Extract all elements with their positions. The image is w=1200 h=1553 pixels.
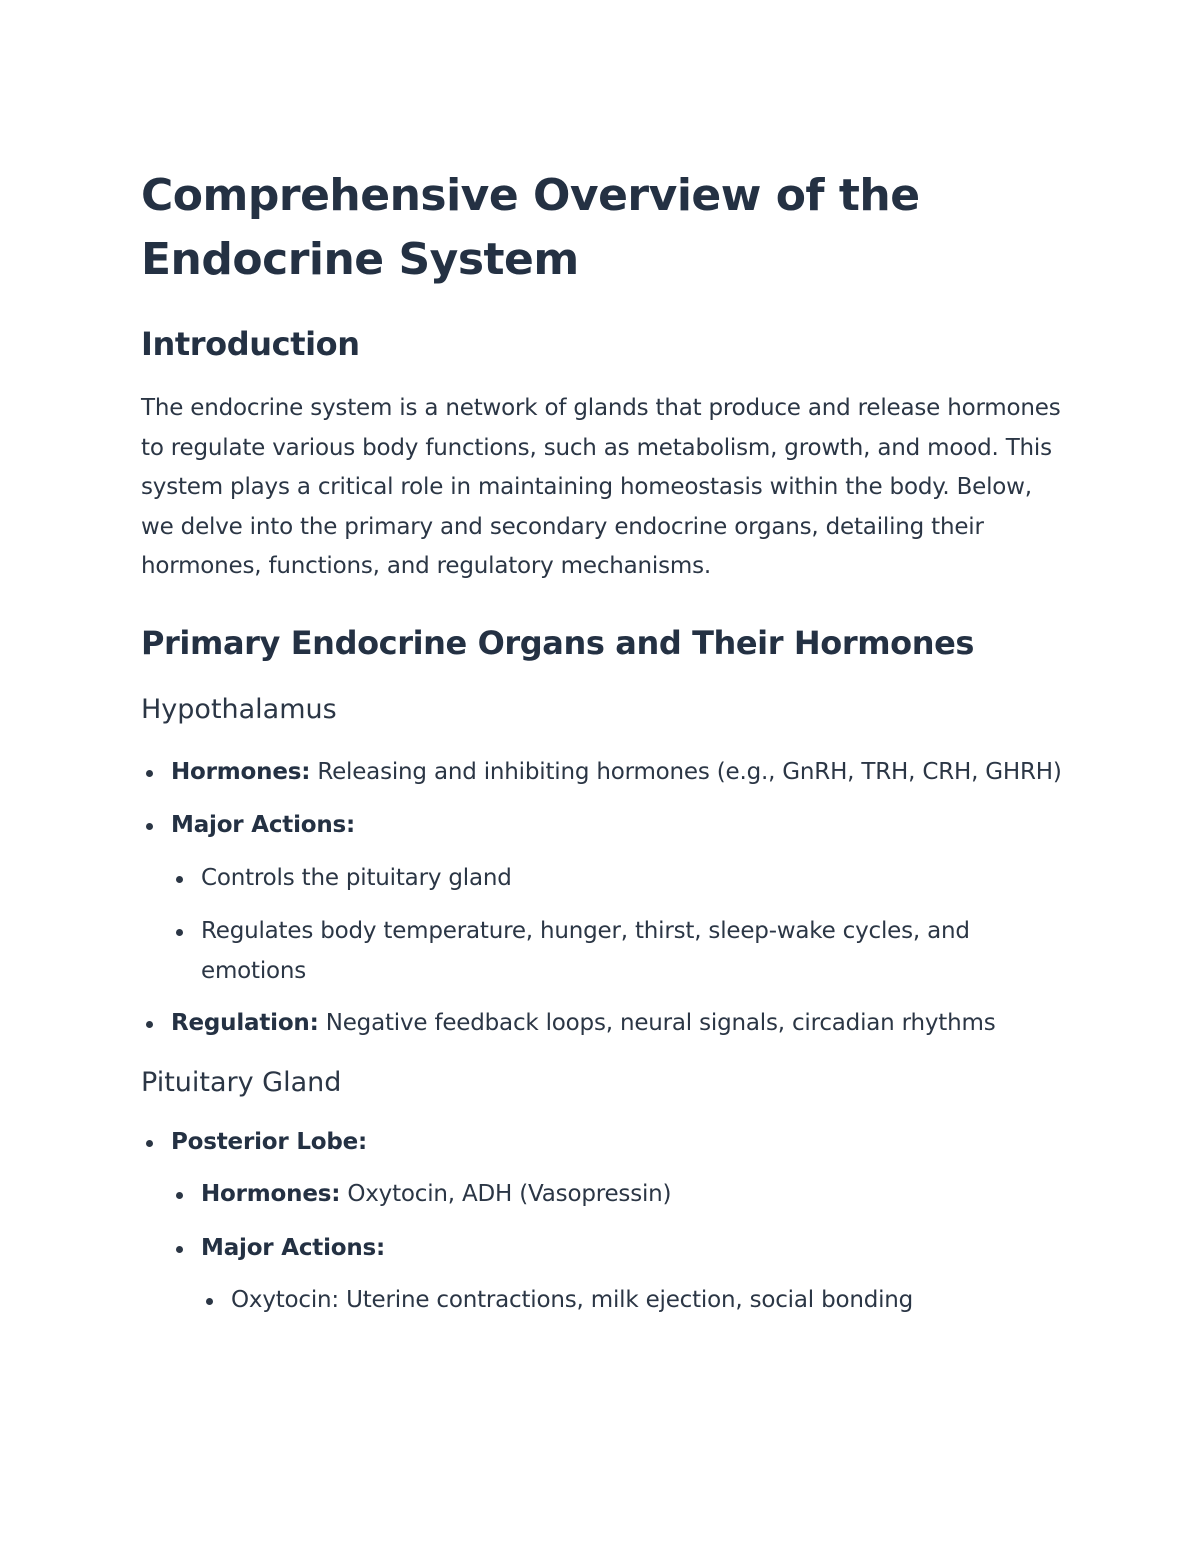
action-text: Oxytocin: Uterine contractions, milk ejection, social bonding [231, 1287, 914, 1313]
hormones-text: Oxytocin, ADH (Vasopressin) [340, 1181, 672, 1207]
regulation-text: Negative feedback loops, neural signals, circadian rhythms [318, 1010, 996, 1036]
hormones-text: Releasing and inhibiting hormones (e.g., GnRH, TRH, CRH, GHRH) [310, 758, 1062, 785]
hypothalamus-list [141, 753, 1071, 1044]
posterior-lobe-label: Posterior Lobe: [171, 1128, 368, 1155]
primary-organs-heading: Primary Endocrine Organs and Their Hormones [141, 623, 975, 662]
pituitary-heading: Pituitary Gland [141, 1066, 342, 1098]
hormones-label: Hormones: [171, 758, 311, 785]
list-item [231, 1281, 1071, 1321]
regulation-label: Regulation: [171, 1010, 319, 1036]
action-text: Regulates body temperature, hunger, thirst, sleep-wake cycles, and emotions [201, 918, 970, 984]
list-item [201, 859, 1071, 899]
intro-heading: Introduction [141, 325, 360, 363]
list-item [201, 912, 1071, 991]
pituitary-list [141, 1123, 1071, 1321]
list-item [201, 1229, 1071, 1321]
pituitary-actions-list [201, 1281, 1071, 1321]
list-item [171, 1004, 1071, 1044]
list-item [171, 806, 1071, 991]
action-text: Controls the pituitary gland [201, 864, 512, 891]
hypothalamus-actions-list [171, 859, 1071, 992]
list-item [201, 1175, 1071, 1215]
posterior-lobe-list [171, 1175, 1071, 1321]
major-actions-label: Major Actions: [171, 812, 356, 838]
intro-paragraph: The endocrine system is a network of glands that produce and release hormones to regulate various body functions, such as metabolism, growth, and mood. This system plays a critical role in maintaining homeostasis within the body. Below, we delve into the primary and secondary endocrine organs, detailing their hormones, functions, and regulatory mechanisms. [141, 395, 1061, 579]
list-item [171, 753, 1071, 793]
hypothalamus-heading: Hypothalamus [141, 693, 337, 725]
document-title: Comprehensive Overview of the Endocrine System [141, 170, 920, 285]
major-actions-label: Major Actions: [201, 1234, 386, 1261]
list-item [171, 1123, 1071, 1321]
hormones-label: Hormones: [201, 1181, 341, 1207]
document-page [141, 164, 1071, 1321]
